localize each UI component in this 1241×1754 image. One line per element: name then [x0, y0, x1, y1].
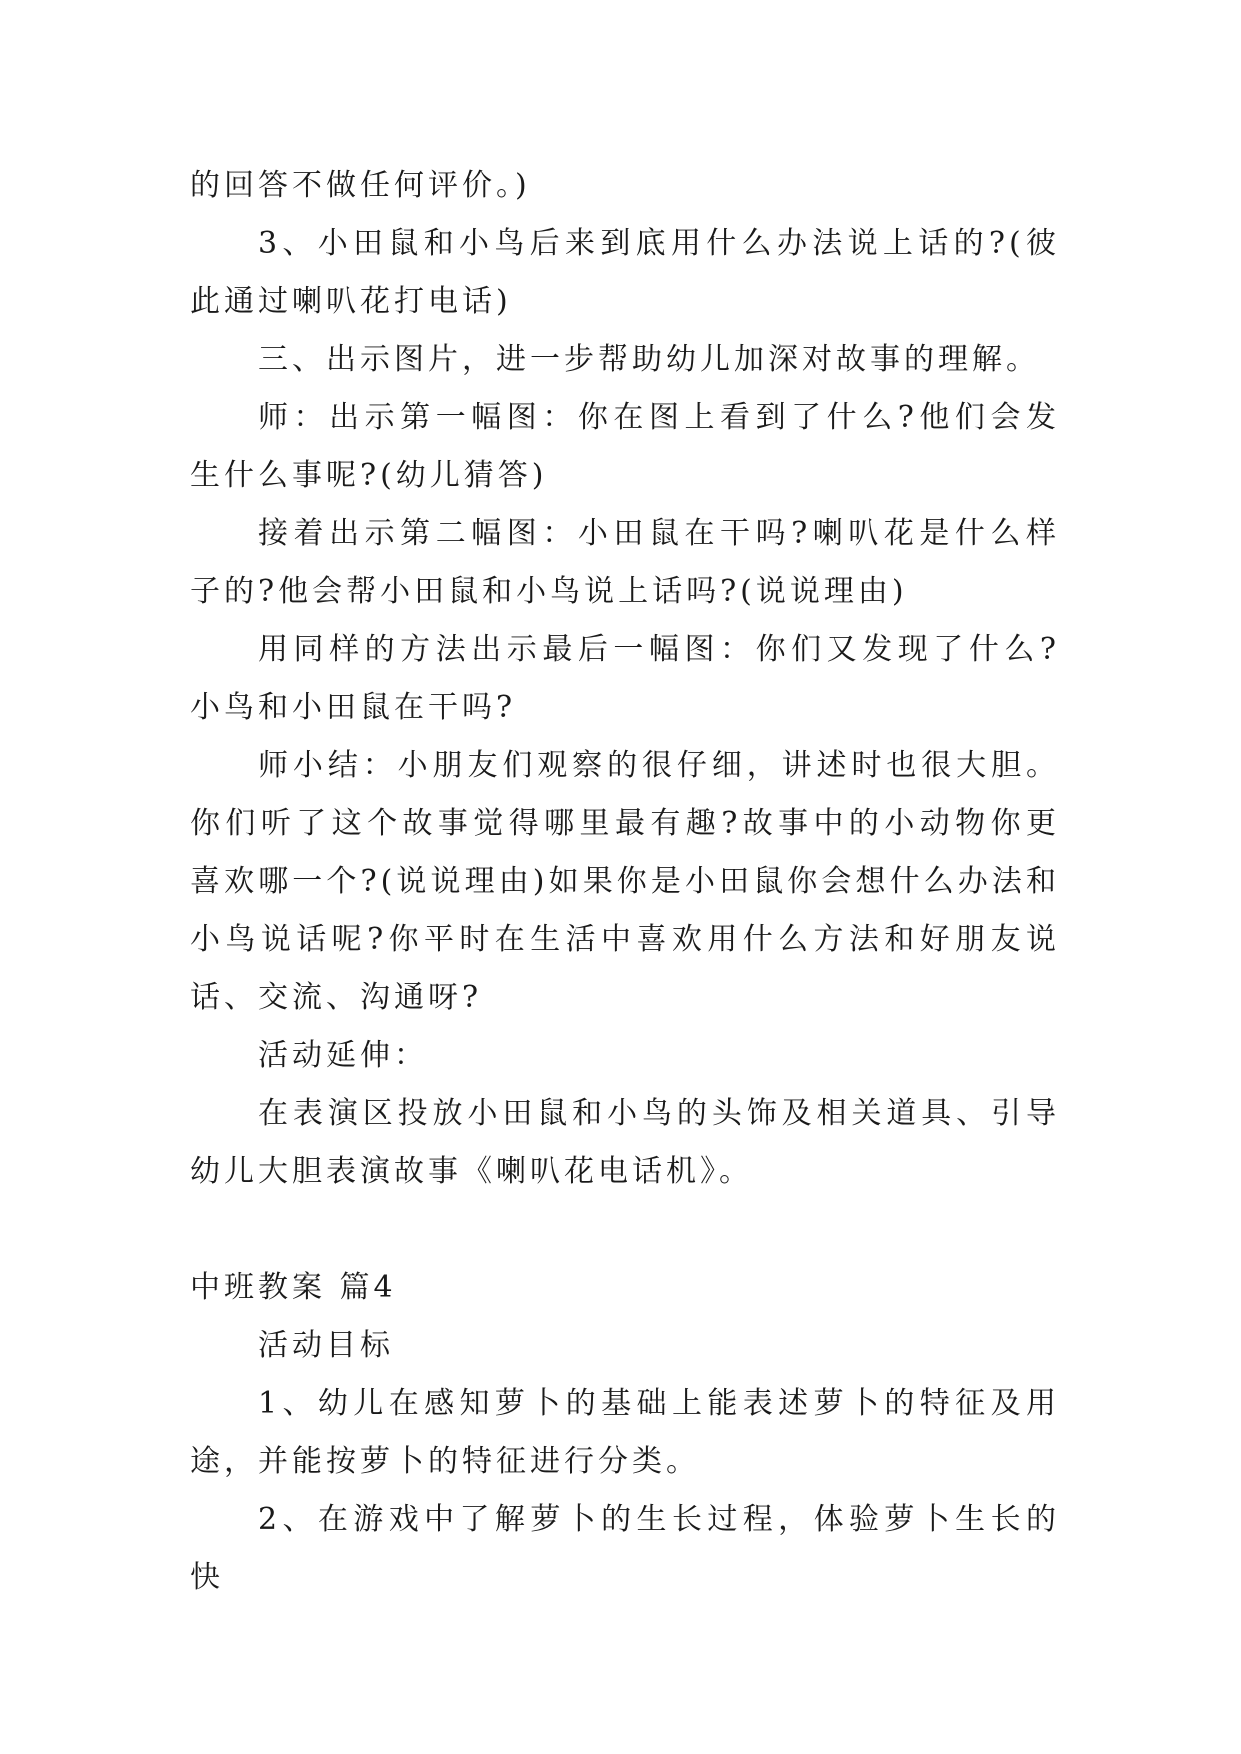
- paragraph-goal-1: 1、幼儿在感知萝卜的基础上能表述萝卜的特征及用途，并能按萝卜的特征进行分类。: [190, 1386, 1060, 1479]
- paragraph-picture-last: 用同样的方法出示最后一幅图：你们又发现了什么?小鸟和小田鼠在干吗?: [190, 632, 1060, 725]
- paragraph-goal-2: 2、在游戏中了解萝卜的生长过程，体验萝卜生长的快: [190, 1502, 1060, 1595]
- paragraph-activity-extension-title: 活动延伸：: [258, 1038, 428, 1073]
- paragraph-step-3: 三、出示图片，进一步帮助幼儿加深对故事的理解。: [258, 342, 1040, 377]
- section-heading: 中班教案 篇4: [190, 1270, 397, 1305]
- paragraph-teacher-summary: 师小结：小朋友们观察的很仔细，讲述时也很大胆。你们听了这个故事觉得哪里最有趣?故事中的小动物你更喜欢哪一个?(说说理由)如果你是小田鼠你会想什么办法和小鸟说话呢?你平时在生活中喜欢用什么方法和好朋友说话、交流、沟通呀?: [190, 748, 1060, 1015]
- paragraph-question-3: 3、小田鼠和小鸟后来到底用什么办法说上话的?(彼此通过喇叭花打电话): [190, 226, 1060, 319]
- paragraph-activity-goals-title: 活动目标: [258, 1328, 394, 1363]
- paragraph-answer-end: 的回答不做任何评价。): [190, 168, 531, 203]
- paragraph-picture-1: 师：出示第一幅图：你在图上看到了什么?他们会发生什么事呢?(幼儿猜答): [190, 400, 1060, 493]
- paragraph-picture-2: 接着出示第二幅图：小田鼠在干吗?喇叭花是什么样子的?他会帮小田鼠和小鸟说上话吗?(说说理由): [190, 516, 1060, 609]
- paragraph-activity-extension: 在表演区投放小田鼠和小鸟的头饰及相关道具、引导幼儿大胆表演故事《喇叭花电话机》。: [190, 1096, 1060, 1189]
- document-body: [190, 157, 1060, 1607]
